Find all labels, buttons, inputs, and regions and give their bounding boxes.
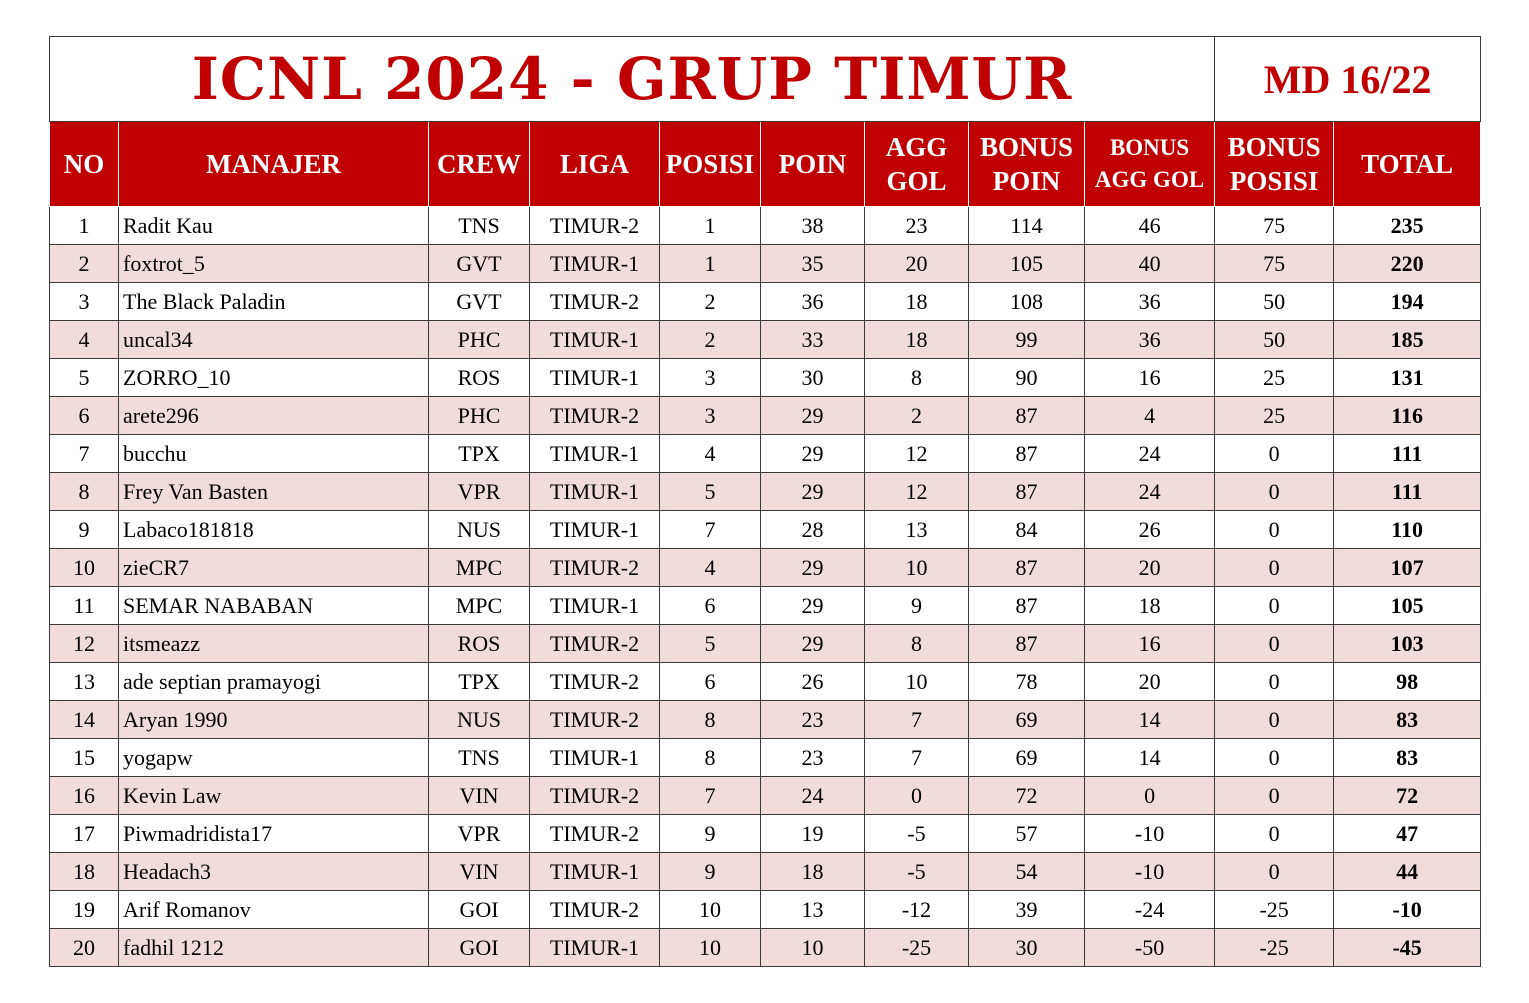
row-posisi: 10 (660, 891, 761, 929)
row-agg-gol: 12 (865, 473, 969, 511)
row-no: 17 (50, 815, 119, 853)
row-liga: TIMUR-1 (530, 473, 660, 511)
row-manajer: itsmeazz (119, 625, 429, 663)
row-poin: 36 (761, 283, 865, 321)
row-agg-gol: 9 (865, 587, 969, 625)
row-total: 235 (1334, 207, 1481, 245)
row-total: 98 (1334, 663, 1481, 701)
row-bonus-posisi: 0 (1215, 663, 1334, 701)
row-agg-gol: 13 (865, 511, 969, 549)
col-header-bonus-agg-line1: BONUS (1109, 135, 1190, 160)
row-manajer: Kevin Law (119, 777, 429, 815)
row-no: 9 (50, 511, 119, 549)
row-posisi: 6 (660, 663, 761, 701)
row-bonus-poin: 72 (969, 777, 1085, 815)
row-poin: 33 (761, 321, 865, 359)
row-no: 6 (50, 397, 119, 435)
row-bonus-poin: 54 (969, 853, 1085, 891)
row-liga: TIMUR-2 (530, 207, 660, 245)
row-agg-gol: 20 (865, 245, 969, 283)
matchday-label: MD 16/22 (1215, 37, 1481, 122)
row-bonus-agg-gol: 20 (1085, 663, 1215, 701)
row-no: 16 (50, 777, 119, 815)
row-manajer: Aryan 1990 (119, 701, 429, 739)
row-bonus-agg-gol: 4 (1085, 397, 1215, 435)
row-liga: TIMUR-2 (530, 283, 660, 321)
row-poin: 24 (761, 777, 865, 815)
row-agg-gol: 7 (865, 701, 969, 739)
row-bonus-posisi: 0 (1215, 625, 1334, 663)
row-total: 83 (1334, 701, 1481, 739)
row-no: 13 (50, 663, 119, 701)
row-bonus-agg-gol: -24 (1085, 891, 1215, 929)
col-header-crew: CREW (429, 122, 530, 207)
row-no: 1 (50, 207, 119, 245)
row-total: 44 (1334, 853, 1481, 891)
row-poin: 29 (761, 473, 865, 511)
row-bonus-agg-gol: 40 (1085, 245, 1215, 283)
row-bonus-agg-gol: -50 (1085, 929, 1215, 967)
row-total: 111 (1334, 473, 1481, 511)
row-total: 110 (1334, 511, 1481, 549)
row-bonus-posisi: 0 (1215, 853, 1334, 891)
table-row (50, 397, 1481, 435)
row-manajer: zieCR7 (119, 549, 429, 587)
row-total: 194 (1334, 283, 1481, 321)
row-agg-gol: 12 (865, 435, 969, 473)
col-header-bonus-posisi-line2: POSISI (1229, 166, 1319, 196)
col-header-liga: LIGA (530, 122, 660, 207)
row-bonus-agg-gol: 20 (1085, 549, 1215, 587)
row-crew: PHC (429, 397, 530, 435)
standings-body (50, 207, 1481, 967)
col-header-agg-gol-line2: GOL (886, 166, 947, 196)
row-crew: NUS (429, 701, 530, 739)
row-crew: GOI (429, 929, 530, 967)
row-crew: GOI (429, 891, 530, 929)
row-posisi: 5 (660, 625, 761, 663)
row-agg-gol: 2 (865, 397, 969, 435)
row-bonus-posisi: -25 (1215, 929, 1334, 967)
row-manajer: ZORRO_10 (119, 359, 429, 397)
row-manajer: uncal34 (119, 321, 429, 359)
row-bonus-posisi: 0 (1215, 473, 1334, 511)
table-row (50, 739, 1481, 777)
row-bonus-posisi: 0 (1215, 549, 1334, 587)
table-row (50, 663, 1481, 701)
row-manajer: Piwmadridista17 (119, 815, 429, 853)
row-bonus-poin: 57 (969, 815, 1085, 853)
row-liga: TIMUR-1 (530, 245, 660, 283)
row-posisi: 4 (660, 549, 761, 587)
row-posisi: 8 (660, 701, 761, 739)
row-agg-gol: -25 (865, 929, 969, 967)
row-bonus-posisi: 75 (1215, 245, 1334, 283)
row-total: 103 (1334, 625, 1481, 663)
row-bonus-posisi: 0 (1215, 701, 1334, 739)
row-manajer: Arif Romanov (119, 891, 429, 929)
row-bonus-agg-gol: 46 (1085, 207, 1215, 245)
row-manajer: fadhil 1212 (119, 929, 429, 967)
row-manajer: bucchu (119, 435, 429, 473)
row-bonus-poin: 78 (969, 663, 1085, 701)
row-total: 220 (1334, 245, 1481, 283)
row-bonus-poin: 105 (969, 245, 1085, 283)
table-row (50, 853, 1481, 891)
row-bonus-agg-gol: 24 (1085, 435, 1215, 473)
row-manajer: Headach3 (119, 853, 429, 891)
row-posisi: 5 (660, 473, 761, 511)
row-bonus-poin: 90 (969, 359, 1085, 397)
row-poin: 29 (761, 549, 865, 587)
row-posisi: 9 (660, 815, 761, 853)
row-posisi: 7 (660, 777, 761, 815)
row-bonus-poin: 87 (969, 473, 1085, 511)
table-row (50, 473, 1481, 511)
row-crew: TPX (429, 435, 530, 473)
row-crew: TNS (429, 207, 530, 245)
row-bonus-poin: 99 (969, 321, 1085, 359)
row-no: 12 (50, 625, 119, 663)
row-no: 2 (50, 245, 119, 283)
table-row (50, 625, 1481, 663)
row-agg-gol: 8 (865, 359, 969, 397)
row-total: 116 (1334, 397, 1481, 435)
row-bonus-agg-gol: 14 (1085, 739, 1215, 777)
row-liga: TIMUR-2 (530, 663, 660, 701)
row-agg-gol: 18 (865, 283, 969, 321)
row-bonus-posisi: 0 (1215, 739, 1334, 777)
row-agg-gol: 18 (865, 321, 969, 359)
row-poin: 29 (761, 625, 865, 663)
row-total: 105 (1334, 587, 1481, 625)
table-row (50, 359, 1481, 397)
table-row (50, 245, 1481, 283)
row-liga: TIMUR-2 (530, 397, 660, 435)
row-posisi: 2 (660, 321, 761, 359)
col-header-manajer: MANAJER (119, 122, 429, 207)
col-header-no: NO (50, 122, 119, 207)
row-bonus-posisi: 50 (1215, 321, 1334, 359)
row-manajer: SEMAR NABABAN (119, 587, 429, 625)
row-bonus-agg-gol: 16 (1085, 359, 1215, 397)
col-header-bonus-posisi-line1: BONUS (1227, 132, 1321, 162)
row-posisi: 8 (660, 739, 761, 777)
row-bonus-poin: 69 (969, 701, 1085, 739)
row-no: 18 (50, 853, 119, 891)
row-crew: VPR (429, 815, 530, 853)
row-posisi: 2 (660, 283, 761, 321)
row-no: 10 (50, 549, 119, 587)
row-no: 20 (50, 929, 119, 967)
row-bonus-poin: 87 (969, 397, 1085, 435)
col-header-bonus-poin-line2: POIN (992, 166, 1061, 196)
row-poin: 29 (761, 397, 865, 435)
row-liga: TIMUR-1 (530, 853, 660, 891)
row-bonus-posisi: 25 (1215, 359, 1334, 397)
row-bonus-agg-gol: 16 (1085, 625, 1215, 663)
row-posisi: 7 (660, 511, 761, 549)
row-bonus-posisi: 0 (1215, 435, 1334, 473)
title-row (50, 37, 1481, 122)
row-bonus-agg-gol: 14 (1085, 701, 1215, 739)
row-crew: MPC (429, 549, 530, 587)
table-row (50, 511, 1481, 549)
row-bonus-poin: 30 (969, 929, 1085, 967)
row-bonus-posisi: 0 (1215, 777, 1334, 815)
row-posisi: 9 (660, 853, 761, 891)
row-crew: TPX (429, 663, 530, 701)
row-poin: 26 (761, 663, 865, 701)
col-header-bonus-poin-line1: BONUS (979, 132, 1074, 162)
row-liga: TIMUR-2 (530, 625, 660, 663)
row-bonus-agg-gol: 36 (1085, 321, 1215, 359)
row-bonus-posisi: 0 (1215, 511, 1334, 549)
row-liga: TIMUR-1 (530, 739, 660, 777)
row-agg-gol: 10 (865, 549, 969, 587)
row-bonus-poin: 84 (969, 511, 1085, 549)
row-crew: VPR (429, 473, 530, 511)
row-manajer: The Black Paladin (119, 283, 429, 321)
row-crew: GVT (429, 283, 530, 321)
table-row (50, 435, 1481, 473)
row-poin: 23 (761, 739, 865, 777)
row-crew: MPC (429, 587, 530, 625)
row-poin: 35 (761, 245, 865, 283)
row-crew: VIN (429, 777, 530, 815)
row-bonus-poin: 39 (969, 891, 1085, 929)
row-agg-gol: 8 (865, 625, 969, 663)
row-crew: ROS (429, 359, 530, 397)
row-bonus-posisi: 50 (1215, 283, 1334, 321)
row-crew: VIN (429, 853, 530, 891)
row-agg-gol: 10 (865, 663, 969, 701)
row-crew: TNS (429, 739, 530, 777)
row-total: 131 (1334, 359, 1481, 397)
row-posisi: 1 (660, 245, 761, 283)
row-bonus-posisi: 0 (1215, 815, 1334, 853)
standings-table (49, 36, 1481, 967)
col-header-agg-gol-line1: AGG (885, 132, 948, 162)
row-bonus-posisi: -25 (1215, 891, 1334, 929)
row-total: 111 (1334, 435, 1481, 473)
table-row (50, 283, 1481, 321)
standings-sheet (49, 36, 1480, 967)
row-bonus-posisi: 75 (1215, 207, 1334, 245)
row-manajer: ade septian pramayogi (119, 663, 429, 701)
col-header-bonus-posisi (1215, 122, 1334, 207)
row-posisi: 1 (660, 207, 761, 245)
row-liga: TIMUR-1 (530, 929, 660, 967)
row-bonus-agg-gol: 26 (1085, 511, 1215, 549)
row-poin: 38 (761, 207, 865, 245)
row-liga: TIMUR-1 (530, 435, 660, 473)
col-header-bonus-poin (969, 122, 1085, 207)
row-poin: 23 (761, 701, 865, 739)
row-no: 15 (50, 739, 119, 777)
row-liga: TIMUR-2 (530, 815, 660, 853)
row-no: 14 (50, 701, 119, 739)
row-liga: TIMUR-2 (530, 891, 660, 929)
row-total: 107 (1334, 549, 1481, 587)
row-no: 4 (50, 321, 119, 359)
row-liga: TIMUR-2 (530, 701, 660, 739)
table-row (50, 587, 1481, 625)
table-row (50, 815, 1481, 853)
row-agg-gol: 0 (865, 777, 969, 815)
row-no: 11 (50, 587, 119, 625)
col-header-poin: POIN (761, 122, 865, 207)
row-liga: TIMUR-1 (530, 359, 660, 397)
row-bonus-poin: 87 (969, 625, 1085, 663)
col-header-bonus-agg-line2: AGG GOL (1094, 167, 1205, 192)
table-row (50, 549, 1481, 587)
row-bonus-poin: 87 (969, 435, 1085, 473)
row-crew: GVT (429, 245, 530, 283)
row-manajer: foxtrot_5 (119, 245, 429, 283)
col-header-posisi: POSISI (660, 122, 761, 207)
row-manajer: Frey Van Basten (119, 473, 429, 511)
row-crew: ROS (429, 625, 530, 663)
row-bonus-agg-gol: -10 (1085, 815, 1215, 853)
row-bonus-agg-gol: 0 (1085, 777, 1215, 815)
row-posisi: 3 (660, 397, 761, 435)
row-posisi: 3 (660, 359, 761, 397)
row-agg-gol: -5 (865, 853, 969, 891)
row-posisi: 10 (660, 929, 761, 967)
row-poin: 29 (761, 587, 865, 625)
row-no: 19 (50, 891, 119, 929)
row-bonus-posisi: 0 (1215, 587, 1334, 625)
row-bonus-poin: 114 (969, 207, 1085, 245)
row-bonus-agg-gol: -10 (1085, 853, 1215, 891)
row-crew: PHC (429, 321, 530, 359)
row-bonus-poin: 108 (969, 283, 1085, 321)
row-total: -45 (1334, 929, 1481, 967)
row-liga: TIMUR-1 (530, 511, 660, 549)
row-no: 8 (50, 473, 119, 511)
row-poin: 19 (761, 815, 865, 853)
table-row (50, 929, 1481, 967)
row-agg-gol: -5 (865, 815, 969, 853)
row-bonus-agg-gol: 18 (1085, 587, 1215, 625)
row-total: 83 (1334, 739, 1481, 777)
table-row (50, 777, 1481, 815)
row-bonus-posisi: 25 (1215, 397, 1334, 435)
row-bonus-poin: 69 (969, 739, 1085, 777)
page-title: ICNL 2024 - GRUP TIMUR (50, 37, 1215, 122)
row-posisi: 4 (660, 435, 761, 473)
row-posisi: 6 (660, 587, 761, 625)
row-liga: TIMUR-2 (530, 549, 660, 587)
row-agg-gol: 7 (865, 739, 969, 777)
table-row (50, 321, 1481, 359)
table-row (50, 891, 1481, 929)
col-header-bonus-agg-gol (1085, 122, 1215, 207)
row-total: 185 (1334, 321, 1481, 359)
row-poin: 28 (761, 511, 865, 549)
row-bonus-poin: 87 (969, 587, 1085, 625)
row-manajer: arete296 (119, 397, 429, 435)
row-liga: TIMUR-1 (530, 587, 660, 625)
column-header-row (50, 122, 1481, 207)
row-total: 72 (1334, 777, 1481, 815)
row-poin: 30 (761, 359, 865, 397)
col-header-total: TOTAL (1334, 122, 1481, 207)
row-total: 47 (1334, 815, 1481, 853)
row-manajer: Labaco181818 (119, 511, 429, 549)
row-liga: TIMUR-1 (530, 321, 660, 359)
row-no: 7 (50, 435, 119, 473)
row-poin: 13 (761, 891, 865, 929)
table-row (50, 701, 1481, 739)
row-no: 3 (50, 283, 119, 321)
row-poin: 10 (761, 929, 865, 967)
col-header-agg-gol (865, 122, 969, 207)
row-total: -10 (1334, 891, 1481, 929)
row-poin: 29 (761, 435, 865, 473)
row-crew: NUS (429, 511, 530, 549)
row-bonus-agg-gol: 24 (1085, 473, 1215, 511)
row-agg-gol: -12 (865, 891, 969, 929)
row-no: 5 (50, 359, 119, 397)
row-poin: 18 (761, 853, 865, 891)
row-liga: TIMUR-2 (530, 777, 660, 815)
row-bonus-agg-gol: 36 (1085, 283, 1215, 321)
row-manajer: Radit Kau (119, 207, 429, 245)
row-agg-gol: 23 (865, 207, 969, 245)
table-row (50, 207, 1481, 245)
row-manajer: yogapw (119, 739, 429, 777)
row-bonus-poin: 87 (969, 549, 1085, 587)
